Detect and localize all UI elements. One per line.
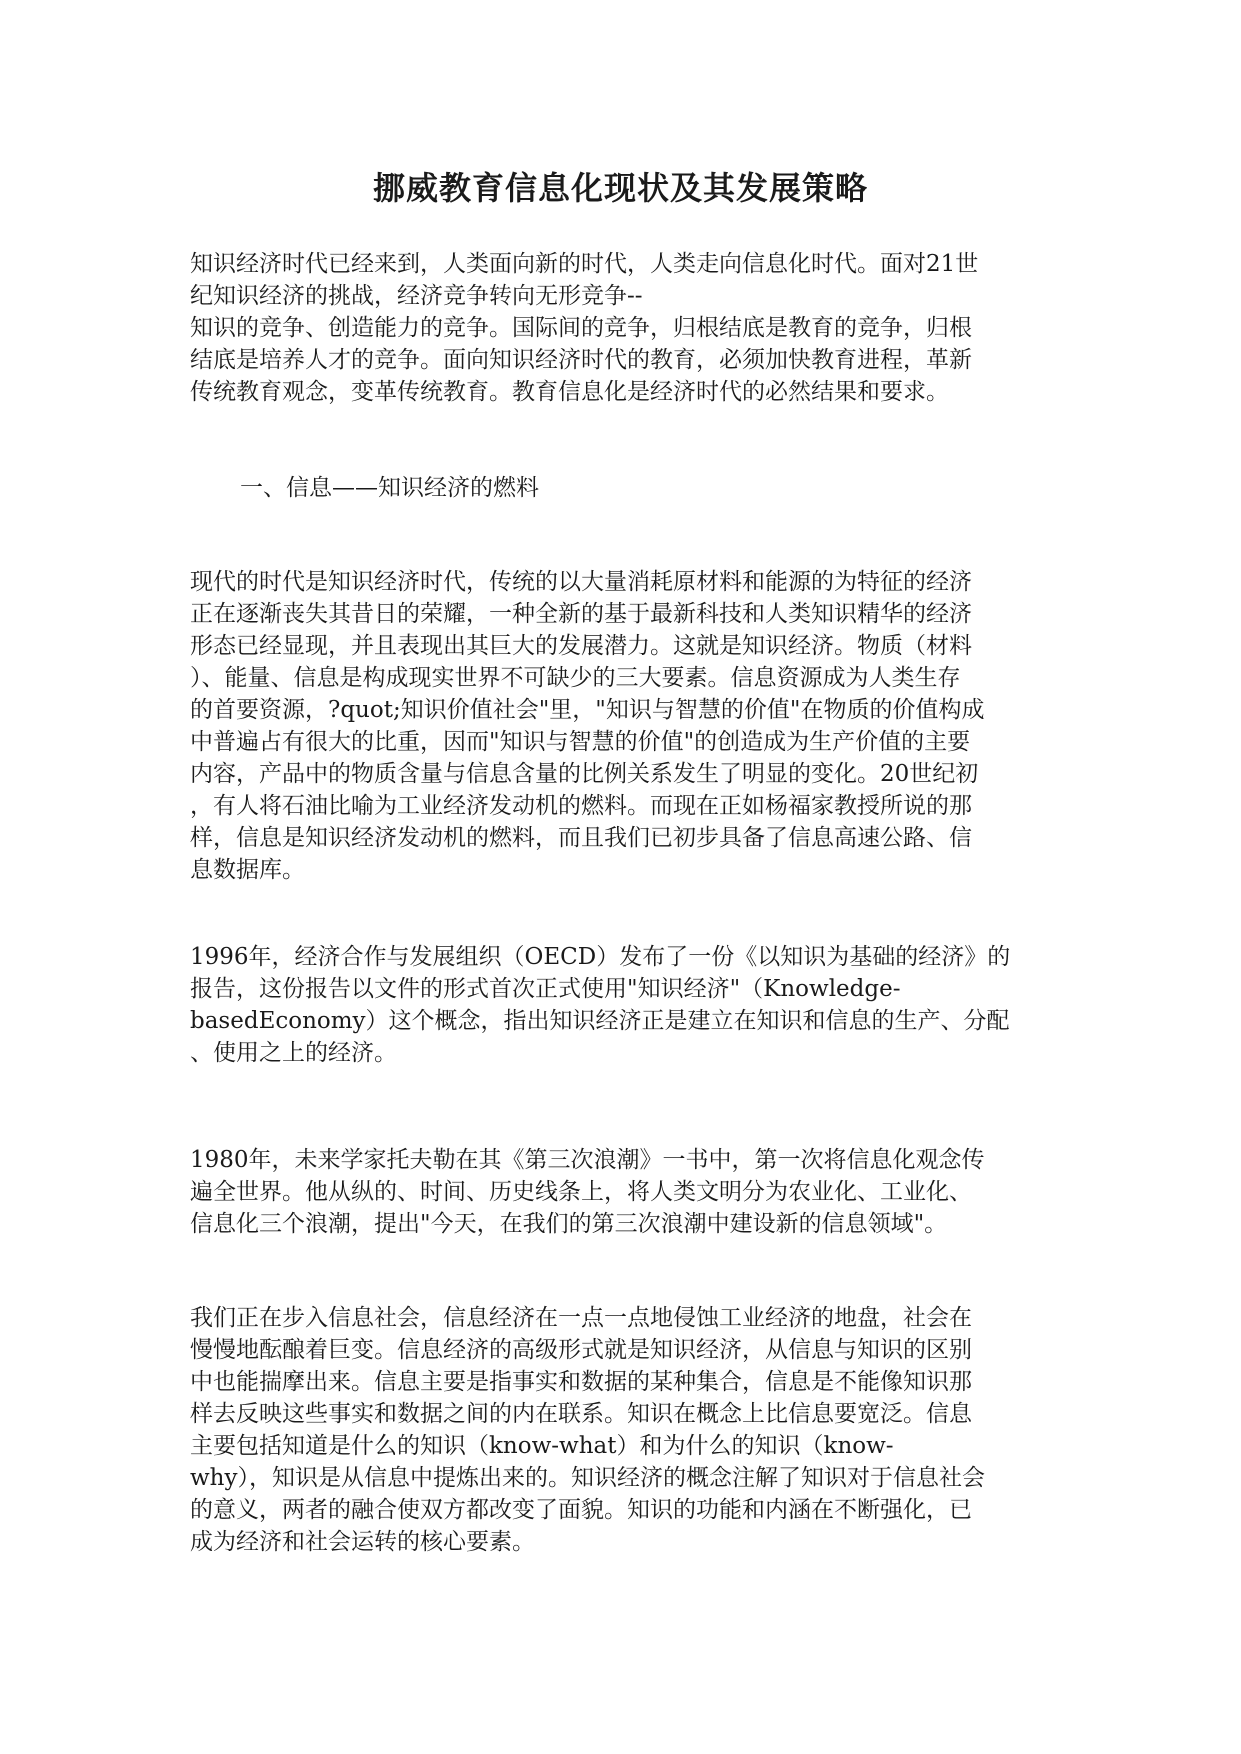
intro-paragraph: 知识经济时代已经来到，人类面向新的时代，人类走向信息化时代。面对21世 纪知识经济的挑战，经济竞争转向无形竞争-- 知识的竞争、创造能力的竞争。国际间的竞争，归根结底是教育的竞争，归根 结底是培养人才的竞争。面向知识经济时代的教育，必须加快教育进程，革新 传统教育观念，变革传统教育。教育信息化是经济时代的必然结果和要求。 [190, 251, 979, 405]
body-paragraph-4: 我们正在步入信息社会，信息经济在一点一点地侵蚀工业经济的地盘，社会在 慢慢地酝酿着巨变。信息经济的高级形式就是知识经济，从信息与知识的区别 中也能揣摩出来。信息主要是指事实和数据的某种集合，信息是不能像知识那 样去反映这些事实和数据之间的内在联系。知识在概念上比信息要宽泛。信息 主要包括知道是什么的知识（know-what）和为什么的知识（know- why），知识是从信息中提炼出来的。知识经济的概念注解了知识对于信息社会 的意义，两者的融合使双方都改变了面貌。知识的功能和内涵在不断强化，已 成为经济和社会运转的核心要素。 [190, 1305, 985, 1555]
body-paragraph-2: 1996年，经济合作与发展组织（OECD）发布了一份《以知识为基础的经济》的 报告，这份报告以文件的形式首次正式使用"知识经济"（Knowledge- basedEconomy）这个概念，指出知识经济正是建立在知识和信息的生产、分配 、使用之上的经济。 [190, 944, 1011, 1066]
body-paragraph-3: 1980年，未来学家托夫勒在其《第三次浪潮》一书中，第一次将信息化观念传 遍全世界。他从纵的、时间、历史线条上，将人类文明分为农业化、工业化、 信息化三个浪潮，提出"今天，在我们的第三次浪潮中建设新的信息领域"。 [190, 1147, 985, 1237]
section-heading: 一、信息——知识经济的燃料 [240, 475, 539, 501]
body-paragraph-1: 现代的时代是知识经济时代，传统的以大量消耗原材料和能源的为特征的经济 正在逐渐丧失其昔日的荣耀，一种全新的基于最新科技和人类知识精华的经济 形态已经显现，并且表现出其巨大的发展潜力。这就是知识经济。物质（材料 ）、能量、信息是构成现实世界不可缺少的三大要素。信息资源成为人类生存 的首要资源，?quot;知识价值社会"里，"知识与智慧的价值"在物质的价值构成 中普遍占有很大的比重，因而"知识与智慧的价值"的创造成为生产价值的主要 内容，产品中的物质含量与信息含量的比例关系发生了明显的变化。20世纪初 ，有人将石油比喻为工业经济发动机的燃料。而现在正如杨福家教授所说的那 样，信息是知识经济发动机的燃料，而且我们已初步具备了信息高速公路、信 息数据库。 [190, 569, 985, 883]
document-title: 挪威教育信息化现状及其发展策略 [372, 169, 868, 207]
